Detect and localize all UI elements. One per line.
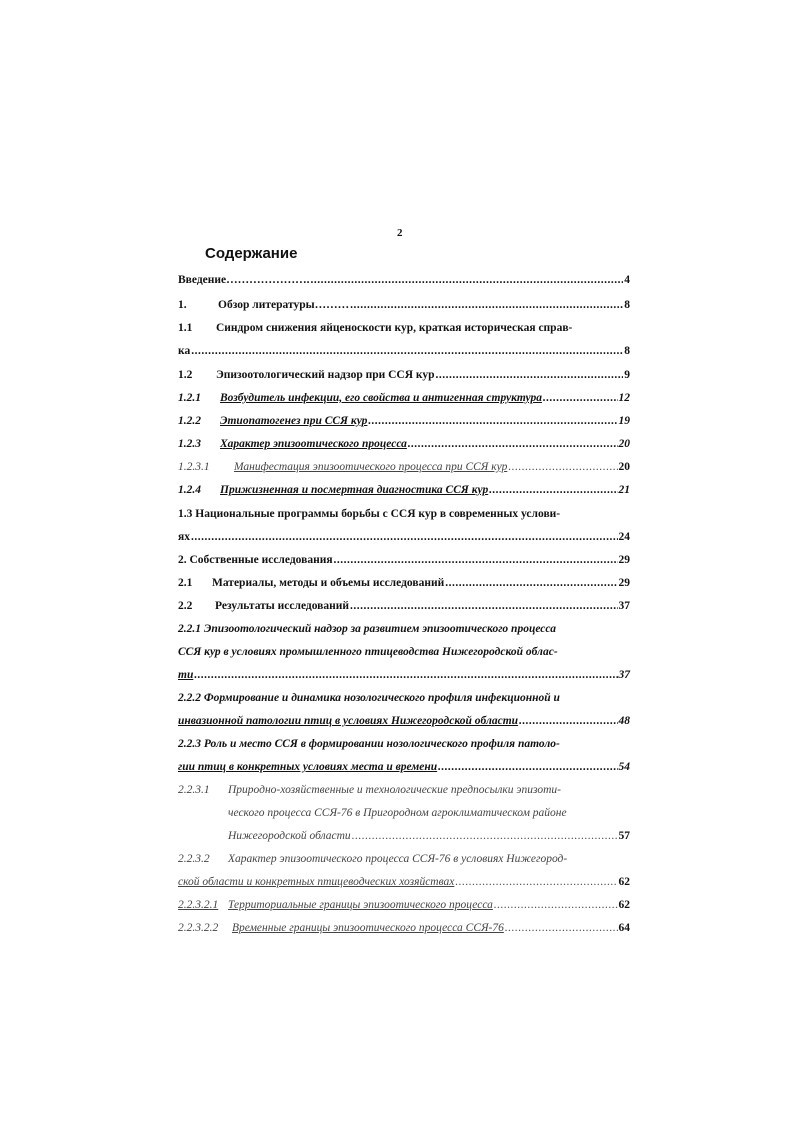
leader-dots [352, 827, 618, 845]
toc-entry-page: 29 [618, 577, 630, 589]
toc-entry-title: Возбудитель инфекции, его свойства и антигенная структура [220, 392, 542, 404]
toc-entry-number: 1. [178, 299, 187, 311]
toc-entry-number: 1.2.3.1 [178, 461, 210, 473]
toc-entry-page: 20 [618, 438, 630, 450]
toc-entry-continuation[interactable] [178, 666, 630, 684]
leader-dots [508, 458, 617, 476]
toc-entry-number: 1.2 [178, 369, 193, 381]
toc-entry-number: 2.2.3.2.1 [178, 899, 219, 911]
toc-entry[interactable] [178, 896, 630, 914]
toc-entry-number: 2.1 [178, 577, 193, 589]
toc-entry-title: Материалы, методы и объемы исследований [212, 577, 445, 589]
toc-entry-page: 4 [624, 274, 630, 286]
toc-entry-page: 54 [618, 761, 630, 773]
toc-entry-title: Территориальные границы эпизоотического процесса [228, 899, 493, 911]
toc-entry-title: Характер эпизоотического процесса [220, 438, 407, 450]
leader-dots [505, 919, 618, 937]
leader-dots [350, 597, 617, 615]
toc-entry-title: ка [178, 345, 191, 357]
toc-entry-title: Результаты исследований [215, 600, 350, 612]
toc-entry-number: 2.2.3.1 [178, 784, 210, 796]
toc-entry-continuation[interactable] [178, 758, 630, 776]
toc-entry-page: 48 [618, 715, 630, 727]
leader-dots [489, 481, 617, 499]
toc-entry-title: 2.2.2 Формирование и динамика нозологического профиля инфекционной и [178, 692, 560, 704]
leader-dots [543, 389, 618, 407]
toc-entry-title: 2.2.3 Роль и место ССЯ в формировании нозологического профиля патоло- [178, 738, 560, 750]
leader-dots [191, 342, 623, 360]
toc-entry-page: 64 [618, 922, 630, 934]
toc-entry[interactable] [178, 366, 630, 384]
toc-entry[interactable] [178, 597, 630, 615]
toc-entry-number: 1.2.1 [178, 392, 201, 404]
toc-entry-page: 8 [624, 299, 630, 311]
toc-entry-page: 62 [618, 899, 630, 911]
leader-dots [350, 296, 623, 314]
page-number: 2 [397, 227, 403, 239]
toc-entry-title: Манифестация эпизоотического процесса при ССЯ кур [234, 461, 508, 473]
toc-entry-continuation[interactable] [178, 643, 630, 661]
toc-entry[interactable] [178, 574, 630, 592]
toc-entry-title: ти [178, 669, 194, 681]
toc-entry-number: 1.1 [178, 322, 193, 334]
toc-entry-title: Обзор литературы……… [218, 299, 350, 311]
toc-entry[interactable] [178, 412, 630, 430]
page-title: Содержание [205, 245, 298, 262]
leader-dots [455, 873, 617, 891]
leader-dots [519, 712, 617, 730]
toc-entry[interactable] [178, 735, 630, 753]
toc-entry-page: 29 [618, 554, 630, 566]
toc-entry-number: 2.2.3.2.2 [178, 922, 219, 934]
toc-entry-title: Нижегородской области [228, 830, 351, 842]
toc-entry-page: 19 [618, 415, 630, 427]
toc-entry-number: 1.2.3 [178, 438, 201, 450]
leader-dots [194, 666, 617, 684]
toc-entry[interactable] [178, 389, 630, 407]
toc-entry-title: инвазионной патологии птиц в условиях Нижегородской области [178, 715, 519, 727]
toc-entry-continuation[interactable] [178, 712, 630, 730]
toc-entry-page: 37 [618, 600, 630, 612]
toc-entry-page: 57 [618, 830, 630, 842]
toc-entry-page: 37 [618, 669, 630, 681]
toc-entry-title: Синдром снижения яйценоскости кур, краткая историческая справ- [216, 322, 573, 334]
toc-entry-title: Временные границы эпизоотического процесса ССЯ-76 [232, 922, 504, 934]
toc-entry[interactable] [178, 850, 630, 868]
toc-entry-title: гии птиц в конкретных условиях места и времени [178, 761, 438, 773]
toc-entry-title: 2. Собственные исследования [178, 554, 333, 566]
toc-entry-title: 2.2.1 Эпизоотологический надзор за развитием эпизоотического процесса [178, 623, 556, 635]
toc-entry[interactable] [178, 919, 630, 937]
toc-entry[interactable] [178, 271, 630, 289]
toc-entry[interactable] [178, 481, 630, 499]
toc-entry-title: ях [178, 531, 190, 543]
leader-dots [408, 435, 618, 453]
toc-entry[interactable] [178, 319, 630, 337]
toc-entry[interactable] [178, 505, 630, 523]
toc-entry-continuation[interactable] [178, 873, 630, 891]
leader-dots [191, 528, 618, 546]
toc-entry[interactable] [178, 435, 630, 453]
toc-entry-title: Характер эпизоотического процесса ССЯ-76 в условиях Нижегород- [228, 853, 568, 865]
toc-entry-page: 20 [618, 461, 630, 473]
toc-entry-title: 1.3 Национальные программы борьбы с ССЯ кур в современных услови- [178, 508, 561, 520]
leader-dots [436, 366, 624, 384]
toc-entry-title: ССЯ кур в условиях промышленного птицеводства Нижегородской облас- [178, 646, 558, 658]
toc-entry[interactable] [178, 296, 630, 314]
toc-entry-continuation[interactable] [228, 827, 630, 845]
toc-entry-page: 12 [618, 392, 630, 404]
toc-entry-page: 9 [624, 369, 630, 381]
toc-entry-page: 21 [618, 484, 630, 496]
toc-entry-continuation[interactable] [228, 804, 630, 822]
toc-entry-title: Прижизненная и посмертная диагностика ССЯ кур [220, 484, 489, 496]
toc-entry-continuation[interactable] [178, 342, 630, 360]
toc-entry-page: 8 [624, 345, 630, 357]
toc-entry-number: 1.2.2 [178, 415, 201, 427]
leader-dots [445, 574, 617, 592]
leader-dots [494, 896, 618, 914]
toc-entry[interactable] [178, 620, 630, 638]
toc-entry-title: Этиопатогенез при ССЯ кур [220, 415, 368, 427]
toc-entry-title: Введение…………………. [178, 274, 310, 286]
toc-entry-continuation[interactable] [178, 528, 630, 546]
toc-entry[interactable] [178, 551, 630, 569]
toc-entry[interactable] [178, 781, 630, 799]
toc-entry-title: ческого процесса ССЯ-76 в Пригородном агроклиматическом районе [228, 807, 567, 819]
toc-entry-number: 2.2.3.2 [178, 853, 210, 865]
leader-dots [311, 271, 624, 289]
leader-dots [438, 758, 617, 776]
toc-entry-page: 62 [618, 876, 630, 888]
leader-dots [368, 412, 617, 430]
toc-entry-number: 2.2 [178, 600, 193, 612]
leader-dots [334, 551, 618, 569]
toc-entry-title: ской области и конкретных птицеводческих хозяйствах [178, 876, 455, 888]
toc-entry[interactable] [178, 689, 630, 707]
toc-entry-title: Природно-хозяйственные и технологические предпосылки эпизоти- [228, 784, 561, 796]
toc-entry-page: 24 [618, 531, 630, 543]
toc-entry-title: Эпизоотологический надзор при ССЯ кур [216, 369, 435, 381]
toc-entry[interactable] [178, 458, 630, 476]
toc-entry-number: 1.2.4 [178, 484, 201, 496]
